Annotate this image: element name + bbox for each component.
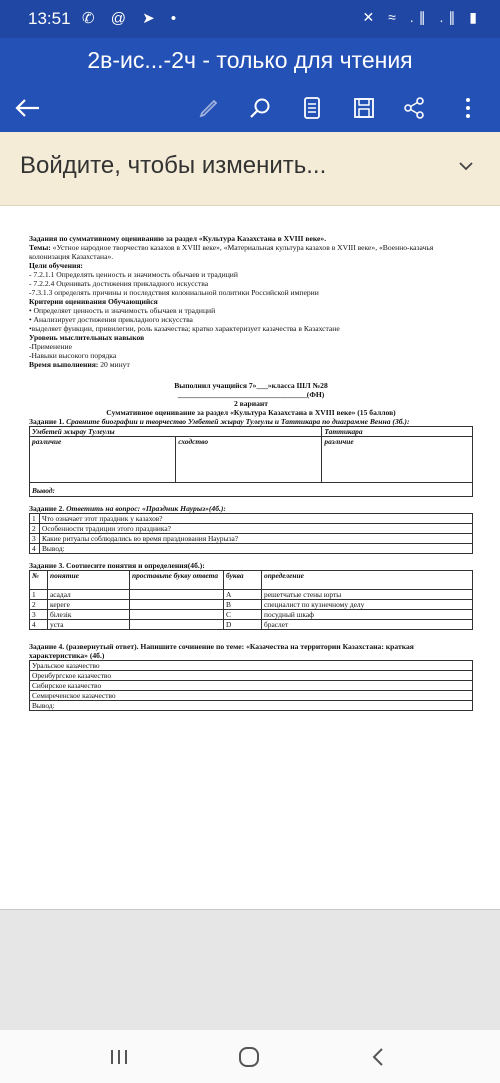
reading-mode-icon[interactable] [296,92,328,124]
doc-criterion: • Анализирует достижения прикладного искусства [29,315,193,324]
table-row: Оренбургское казачество [30,671,473,681]
recent-apps-icon[interactable] [99,1042,139,1072]
task1-col-difference: различие [30,437,176,483]
document-content [29,234,473,711]
table-row: 4 уста D браслет [30,620,473,630]
doc-levels-label: Уровень мыслительных навыков [29,333,145,342]
status-time: 13:51 [28,9,71,28]
summative-title: Суммативное оценивание за раздел «Культура Казахстана в XVIII веке» (15 баллов) [106,408,396,417]
share-icon[interactable] [398,92,430,124]
doc-criteria-label: Критерии оценивания Обучающийся [29,297,158,306]
table-row: 3 білезік С посудный шкаф [30,610,473,620]
table-row: Вывод: [30,701,473,711]
doc-level: -Навыки высокого порядка [29,351,117,360]
doc-goal: -7.3.1.3 определять причины и последствия колониальной политики Российской империи [29,288,319,297]
document-title: 2в-ис...-2ч - только для чтения [87,47,413,73]
back-nav-icon[interactable] [358,1042,398,1072]
table-row: 2 кереге В специалист по кузнечному делу [30,600,473,610]
more-icon[interactable] [452,92,484,124]
sign-in-text: Войдите, чтобы изменить... [20,152,327,179]
table-header-row: № понятие проставьте букву ответа буква определение [30,571,473,590]
search-icon[interactable] [244,92,276,124]
title-bar [0,38,500,84]
variant-label: 2 вариант [233,399,269,408]
table-row: 1 асадал А решетчатые стены юрты [30,590,473,600]
navigation-bar [0,1030,500,1083]
task1-name-left: Умбетей жырау Тулеулы [30,427,322,437]
chevron-down-icon[interactable] [458,158,474,176]
doc-goal: - 7.2.2.4 Оценивать достижения прикладного искусства [29,279,209,288]
doc-title: Задания по суммативному оцениванию за раздел «Культура Казахстана в XVIII веке». [29,234,327,243]
save-icon[interactable] [348,92,380,124]
doc-themes: Темы: «Устное народное творчество казахов в XVIII веке», «Материальная культура казахов в XVIII веке», «Военно-казачья колонизация Казахстана». [29,243,434,261]
task3-table [29,570,473,630]
task4-heading: Задание 4. (развернутый ответ). Напишите сочинение по теме: «Казачества на территории Казахстана: краткая характеристика» (4б.) [29,642,414,660]
task1-col-difference: различие [322,437,473,483]
doc-time: Время выполнения: 20 минут [29,360,130,369]
task1-col-similarity: сходство [176,437,322,483]
task1-conclusion: Вывод: [30,483,473,497]
performer-name-line: __________________________________(ФН) [177,390,325,399]
doc-goal: - 7.2.1.1 Определять ценность и значимость обычаев и традиций [29,270,238,279]
task4-table [29,660,473,711]
document-page[interactable] [0,206,500,910]
doc-goals-label: Цели обучения: [29,261,83,270]
task2-table [29,513,473,554]
task1-heading: Задание 1. Сравните биографии и творчество Умбетей жырау Тулеулы и Таттикара по диаграмме Венна (3б.): [29,417,410,426]
back-icon[interactable] [12,92,44,124]
task3-heading: Задание 3. Соотнесите понятия и определения(4б.): [29,561,205,570]
sign-in-banner[interactable] [0,132,500,206]
notification-icons: ✆ @ ➤ • [82,10,183,27]
table-row: 4 Вывод: [30,544,473,554]
task1-name-right: Таттикара [322,427,473,437]
edit-icon[interactable] [193,92,225,124]
doc-criterion: • Определяет ценность и значимость обычаев и традиций [29,306,216,315]
table-row: 2 Особенности традиции этого праздника? [30,524,473,534]
table-row: 1 Что означает этот праздник у казахов? [30,514,473,524]
home-icon[interactable] [229,1042,269,1072]
performer-line: Выполнил учащийся 7»___»класса ШЛ №28 [174,381,328,390]
doc-criterion: •выделяет функции, привилегии, роль казачества; кратко характеризует казачества в Казахстане [29,324,340,333]
toolbar [0,84,500,132]
table-row: Семиреченское казачество [30,691,473,701]
table-row: Уральское казачество [30,661,473,671]
task1-table [29,426,473,497]
system-status-icons: ✕ ≈ .∥ .∥ ▮ [362,9,482,25]
table-row: 3 Какие ритуалы соблюдались во время празднования Наурыза? [30,534,473,544]
doc-level: -Применение [29,342,72,351]
table-row: Сибирское казачество [30,681,473,691]
status-bar [0,0,500,38]
task2-heading: Задание 2. Ответить на вопрос: «Праздник Наурыз»(4б.): [29,504,226,513]
